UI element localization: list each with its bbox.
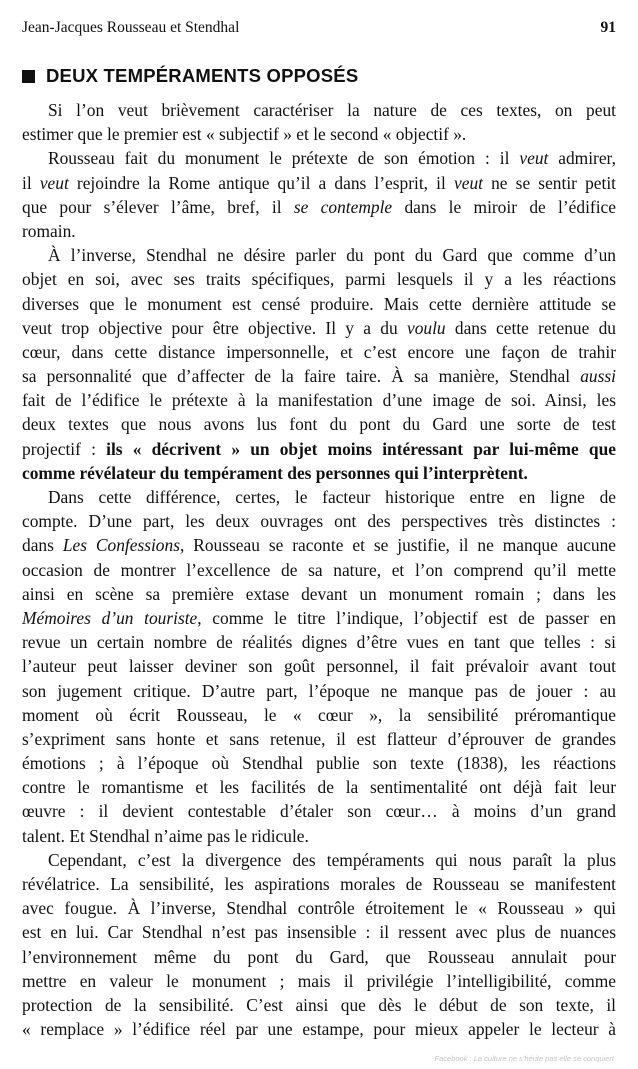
text-line	[22, 582, 616, 606]
text-segment: compte. D’une part, les deux ouvrages ont des perspectives très distinctes :	[22, 511, 616, 532]
text-line	[22, 243, 616, 267]
text-segment: moment où écrit Rousseau, le « cœur », la sensibilité préromantique	[22, 704, 616, 725]
text-line	[22, 654, 616, 678]
italic-text: Mémoires d’un touriste	[22, 607, 198, 628]
text-segment: fait de l’édifice le prétexte à la manifestation d’une image de soi. Ainsi, les	[22, 390, 616, 411]
section-title: DEUX TEMPÉRAMENTS OPPOSÉS	[46, 65, 359, 86]
text-segment: que pour s’élever l’âme, bref, il	[22, 196, 294, 217]
text-line	[22, 437, 616, 461]
text-segment: romain.	[22, 220, 76, 241]
page-header	[22, 19, 616, 41]
text-line	[22, 195, 616, 219]
text-line	[22, 461, 616, 485]
body-text	[22, 98, 616, 1041]
text-line	[22, 606, 616, 630]
text-line	[22, 316, 616, 340]
running-head: Jean-Jacques Rousseau et Stendhal	[22, 19, 240, 36]
text-line	[22, 679, 616, 703]
italic-text: aussi	[580, 366, 616, 387]
text-line	[22, 340, 616, 364]
text-line	[22, 122, 616, 146]
text-segment: talent. Et Stendhal n’aime pas le ridicule.	[22, 825, 309, 846]
text-segment: avec fougue. À l’inverse, Stendhal contrôle étroitement le « Rousseau » qui	[22, 898, 616, 919]
text-segment: deux textes que nous avons lus font du pont du Gard une sorte de test	[22, 414, 616, 435]
text-segment: émotions ; à l’époque où Stendhal publie son texte (1838), les réactions	[22, 753, 616, 774]
text-line	[22, 533, 616, 557]
text-line	[22, 969, 616, 993]
text-segment: admirer,	[548, 148, 616, 169]
text-line	[22, 146, 616, 170]
square-bullet-icon	[22, 70, 35, 83]
text-line	[22, 799, 616, 823]
text-segment: sa personnalité que d’affecter de la faire taire. À sa manière, Stendhal	[22, 366, 581, 387]
text-segment: l’auteur peut laisser deviner son goût personnel, il fait prévaloir avant tout	[22, 656, 616, 677]
page-number: 91	[600, 19, 616, 36]
text-segment: ainsi en scène sa première extase devant un monument romain ; dans les	[22, 583, 616, 604]
text-segment: protection de la sensibilité. C’est ainsi que dès le début de son texte, il	[22, 994, 616, 1015]
section-heading	[22, 65, 616, 91]
text-line	[22, 945, 616, 969]
text-segment: Cependant, c’est la divergence des tempéraments qui nous paraît la plus	[48, 849, 616, 870]
text-line	[22, 751, 616, 775]
text-line	[22, 630, 616, 654]
text-line	[22, 98, 616, 122]
italic-text: se contemple	[293, 196, 393, 217]
text-line	[22, 292, 616, 316]
text-segment: son jugement critique. D’autre part, l’époque ne manque pas de jouer : au	[22, 680, 616, 701]
text-segment: diverses que le monument est censé produire. Mais cette dernière attitude se	[22, 293, 616, 314]
text-line	[22, 171, 616, 195]
text-segment: projectif :	[22, 438, 107, 459]
text-segment: veut trop objective pour être objective. Il y a du	[22, 317, 407, 338]
text-segment: Si l’on veut brièvement caractériser la nature de ces textes, on peut	[48, 100, 616, 120]
italic-text: veut	[39, 172, 69, 193]
text-line	[22, 775, 616, 799]
footer-watermark: Facebook : La culture ne s'hérite pas elle se conquiert	[434, 1054, 614, 1063]
text-line	[22, 727, 616, 751]
text-line	[22, 388, 616, 412]
text-segment: estimer que le premier est « subjectif » et le second « objectif ».	[22, 124, 467, 145]
text-line	[22, 920, 616, 944]
text-line	[22, 558, 616, 582]
text-line	[22, 509, 616, 533]
text-segment: révélatrice. La sensibilité, les aspirations morales de Rousseau se manifestent	[22, 874, 616, 894]
text-segment: , comme le titre l’indique, l’objectif est de passer en	[197, 607, 616, 628]
bold-text: ils « décrivent » un objet moins intéressant par lui-même que	[106, 438, 616, 459]
text-line	[22, 412, 616, 436]
text-line	[22, 485, 616, 509]
text-segment: s’expriment sans honte et sans retenue, il est flatteur d’éprouver de grandes	[22, 728, 616, 749]
text-line	[22, 824, 616, 848]
text-line	[22, 219, 616, 243]
text-segment: occasion de montrer l’excellence de sa nature, et l’on comprend qu’il mette	[22, 559, 616, 580]
text-segment: dans	[22, 535, 63, 556]
text-segment: dans cette retenue du	[445, 317, 616, 338]
text-segment: objet en soi, avec ses traits spécifiques, parmi lesquels il y a les réactions	[22, 269, 616, 290]
text-segment: cœur, dans cette distance impersonnelle, et c’est encore une façon de trahir	[22, 341, 616, 362]
text-segment: contre le romantisme et les facilités de la sentimentalité ont déjà fait leur	[22, 777, 616, 798]
text-segment: dans le miroir de l’édifice	[392, 196, 616, 217]
text-segment: À l’inverse, Stendhal ne désire parler du pont du Gard que comme d’un	[48, 245, 616, 266]
text-line	[22, 364, 616, 388]
text-line	[22, 993, 616, 1017]
text-segment: ne se sentir petit	[482, 172, 616, 193]
text-line	[22, 896, 616, 920]
text-segment: Dans cette différence, certes, le facteur historique entre en ligne de	[48, 487, 616, 507]
text-segment: il	[22, 172, 40, 193]
text-segment: revue un certain nombre de réalités dignes d’être vues en tant que telles : si	[22, 632, 616, 653]
text-line	[22, 872, 616, 896]
text-segment: l’environnement même du pont du Gard, que Rousseau annulait pour	[22, 946, 616, 967]
italic-text: veut	[454, 172, 483, 193]
bold-text: comme révélateur du tempérament des personnes qui l’interprètent.	[22, 462, 528, 483]
text-segment: mettre en valeur le monument ; mais il privilégie l’intelligibilité, comme	[22, 970, 616, 991]
text-segment: « remplace » l’édifice réel par une estampe, pour mieux appeler le lecteur à	[22, 1019, 616, 1040]
text-line	[22, 848, 616, 872]
italic-text: Les Confessions	[62, 535, 180, 556]
text-line	[22, 1017, 616, 1041]
text-line	[22, 267, 616, 291]
italic-text: veut	[519, 148, 549, 169]
text-segment: est en lui. Car Stendhal n’est pas insensible : il ressent avec plus de nuances	[22, 922, 616, 943]
text-line	[22, 703, 616, 727]
text-segment: rejoindre la Rome antique qu’il a dans l’esprit, il	[68, 172, 454, 193]
italic-text: voulu	[406, 317, 446, 338]
text-segment: Rousseau fait du monument le prétexte de son émotion : il	[48, 148, 520, 169]
text-segment: œuvre : il devient contestable d’étaler son cœur… à moins d’un grand	[22, 801, 616, 822]
text-segment: , Rousseau se raconte et se justifie, il ne manque aucune	[179, 535, 616, 556]
